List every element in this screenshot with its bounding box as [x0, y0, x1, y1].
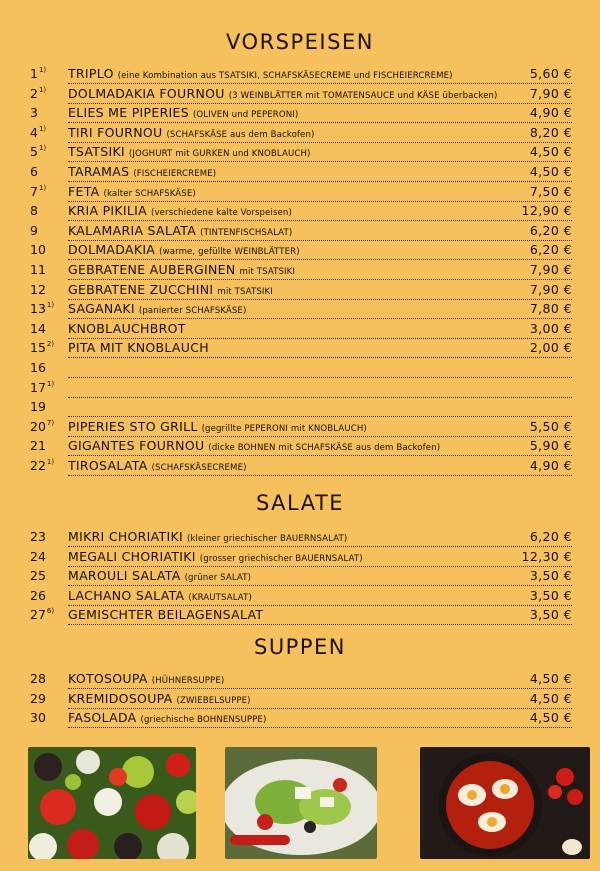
dotted-divider — [68, 416, 572, 417]
item-price: 6,20 € — [529, 242, 572, 258]
item-name: DOLMADAKIA — [68, 242, 156, 258]
item-price: 3,50 € — [529, 607, 572, 623]
dotted-divider — [68, 181, 572, 182]
item-number-value: 17 — [30, 379, 46, 395]
item-name: KREMIDOSOUPA — [68, 690, 173, 706]
item-note: (kleiner griechischer BAUERNSALAT) — [186, 534, 348, 544]
item-note: (FISCHEIERCREME) — [133, 169, 217, 179]
item-description — [68, 203, 292, 218]
item-number — [30, 184, 46, 199]
item-price: 7,90 € — [529, 85, 572, 101]
section-title-suppen: SUPPEN — [253, 635, 346, 659]
menu-item — [0, 86, 600, 105]
allergen-footnote: 1) — [46, 301, 55, 310]
menu-item — [0, 399, 600, 418]
item-price: 6,20 € — [529, 222, 572, 238]
item-number-value: 1 — [30, 66, 38, 81]
item-price: 2,00 € — [529, 340, 572, 356]
item-number — [30, 438, 46, 453]
menu-item — [0, 262, 600, 281]
item-number-value: 19 — [30, 399, 46, 415]
item-note: (eine Kombination aus TSATSIKI, SCHAFSKÄSECREME und FISCHEIERCREME) — [117, 71, 453, 81]
item-note: mit TSATSIKI — [239, 267, 296, 277]
item-price: 4,50 € — [529, 690, 572, 706]
item-price: 5,60 € — [529, 66, 572, 81]
item-number-value: 11 — [30, 262, 46, 277]
menu-item — [0, 691, 600, 710]
item-price: 7,90 € — [529, 262, 572, 277]
item-number — [30, 301, 54, 316]
menu-item — [0, 458, 600, 477]
item-number — [30, 223, 38, 238]
item-name: PIPERIES STO GRILL — [68, 418, 198, 434]
dotted-divider — [68, 585, 572, 586]
item-note: (SCHAFSKÄSE aus dem Backofen) — [166, 129, 315, 140]
dotted-divider — [68, 279, 572, 280]
section-title-salate: SALATE — [255, 491, 345, 515]
item-description — [68, 607, 263, 622]
item-number — [30, 105, 38, 120]
item-price: 4,90 € — [529, 105, 572, 121]
item-number — [30, 86, 46, 101]
item-number-value: 21 — [30, 438, 46, 454]
item-note: (verschiedene kalte Vorspeisen) — [151, 208, 292, 219]
item-price: 7,50 € — [529, 183, 572, 199]
item-name: KALAMARIA SALATA — [68, 222, 197, 238]
item-number — [30, 568, 46, 583]
menu-item — [0, 301, 600, 320]
photo-greek-salad — [28, 747, 196, 859]
menu-item — [0, 360, 600, 379]
item-description — [68, 301, 246, 316]
item-number-value: 30 — [30, 710, 46, 726]
item-number — [30, 360, 46, 375]
item-number — [30, 340, 54, 355]
dotted-divider — [68, 397, 572, 398]
item-number-value: 12 — [30, 281, 46, 297]
item-number — [30, 691, 46, 706]
item-note: (panierter SCHAFSKÄSE) — [138, 306, 247, 317]
item-number — [30, 607, 54, 622]
allergen-footnote: 1) — [46, 379, 55, 388]
item-name: TRIPLO — [68, 66, 114, 81]
item-number-value: 24 — [30, 548, 46, 564]
menu-item — [0, 529, 600, 548]
item-number-value: 20 — [30, 418, 46, 434]
item-number — [30, 399, 46, 414]
dotted-divider — [68, 727, 572, 728]
menu-item — [0, 438, 600, 457]
allergen-footnote: 6) — [46, 607, 55, 616]
dotted-divider — [68, 299, 572, 300]
dotted-divider — [68, 624, 572, 625]
allergen-footnote: 7) — [46, 418, 55, 427]
item-number — [30, 262, 46, 277]
item-number — [30, 125, 46, 140]
item-description — [68, 184, 196, 199]
section-title-vorspeisen: VORSPEISEN — [226, 30, 374, 54]
item-name: PITA MIT KNOBLAUCH — [68, 340, 209, 356]
item-description — [68, 529, 347, 544]
item-note: (TINTENFISCHSALAT) — [200, 227, 293, 238]
item-name: DOLMADAKIA FOURNOU — [68, 85, 225, 101]
item-number-value: 23 — [30, 529, 46, 544]
item-note: (JOGHURT mit GURKEN und KNOBLAUCH) — [128, 149, 311, 160]
dotted-divider — [68, 708, 572, 709]
dotted-divider — [68, 377, 572, 378]
menu-item — [0, 340, 600, 359]
item-name: TIRI FOURNOU — [68, 124, 163, 140]
menu-item — [0, 671, 600, 690]
item-note: (OLIVEN und PEPERONI) — [192, 110, 299, 121]
allergen-footnote: 1) — [38, 85, 47, 94]
item-description — [68, 419, 367, 434]
item-description — [68, 144, 311, 159]
item-price: 12,90 € — [521, 203, 572, 219]
photo-salad-plate — [225, 747, 377, 859]
item-description — [68, 66, 453, 81]
item-number-value: 9 — [30, 222, 38, 238]
item-price: 8,20 € — [529, 124, 572, 140]
item-number — [30, 671, 46, 686]
dotted-divider — [68, 240, 572, 241]
menu-item — [0, 588, 600, 607]
item-number-value: 28 — [30, 671, 46, 686]
menu-item — [0, 568, 600, 587]
dotted-divider — [68, 546, 572, 547]
item-name: MAROULI SALATA — [68, 568, 181, 584]
dotted-divider — [68, 357, 572, 358]
item-number-value: 13 — [30, 301, 46, 317]
menu-item — [0, 203, 600, 222]
dotted-divider — [68, 436, 572, 437]
item-note: (HÜHNERSUPPE) — [151, 676, 225, 686]
item-number — [30, 380, 54, 395]
item-price: 4,50 € — [529, 144, 572, 160]
item-price: 4,50 € — [529, 710, 572, 726]
item-price: 7,90 € — [529, 281, 572, 297]
item-note: (KRAUTSALAT) — [188, 592, 252, 603]
item-number-value: 15 — [30, 340, 46, 356]
item-number-value: 16 — [30, 360, 46, 375]
dotted-divider — [68, 122, 572, 123]
menu-item — [0, 282, 600, 301]
item-number-value: 29 — [30, 690, 46, 706]
item-number-value: 7 — [30, 183, 38, 199]
item-name: SAGANAKI — [68, 301, 135, 317]
menu-item — [0, 144, 600, 163]
dotted-divider — [68, 142, 572, 143]
dotted-divider — [68, 455, 572, 456]
dotted-divider — [68, 259, 572, 260]
item-note: mit TSATSIKI — [217, 286, 273, 297]
item-price: 4,50 € — [529, 164, 572, 179]
item-name: GIGANTES FOURNOU — [68, 438, 205, 454]
item-number — [30, 529, 46, 544]
item-note: (grosser griechischer BAUERNSALAT) — [199, 553, 363, 564]
item-number — [30, 203, 38, 218]
item-price: 3,50 € — [529, 587, 572, 603]
item-description — [68, 691, 251, 706]
dotted-divider — [68, 201, 572, 202]
item-note: (dicke BOHNEN mit SCHAFSKÄSE aus dem Backofen) — [208, 443, 441, 454]
dotted-divider — [68, 83, 572, 84]
item-description — [68, 588, 252, 603]
item-number-value: 27 — [30, 607, 46, 623]
item-description — [68, 710, 266, 725]
item-number-value: 5 — [30, 144, 38, 160]
item-number — [30, 164, 38, 179]
item-number — [30, 321, 46, 336]
item-price: 3,00 € — [529, 320, 572, 336]
item-note: (kalter SCHAFSKÄSE) — [103, 188, 196, 199]
item-number-value: 2 — [30, 85, 38, 101]
menu-item — [0, 223, 600, 242]
menu-item — [0, 419, 600, 438]
allergen-footnote: 2) — [46, 340, 55, 349]
item-price: 12,30 € — [521, 548, 572, 564]
item-number-value: 26 — [30, 587, 46, 603]
item-number — [30, 710, 46, 725]
item-number — [30, 549, 46, 564]
item-name: FETA — [68, 183, 100, 199]
menu-item — [0, 184, 600, 203]
allergen-footnote: 1) — [38, 66, 47, 74]
item-number-value: 25 — [30, 568, 46, 584]
allergen-footnote: 1) — [46, 458, 55, 466]
item-name: TSATSIKI — [68, 144, 125, 160]
item-number — [30, 588, 46, 603]
menu-item — [0, 321, 600, 340]
item-number — [30, 66, 46, 81]
item-description — [68, 568, 251, 583]
item-name: KRIA PIKILIA — [68, 203, 148, 219]
dotted-divider — [68, 475, 572, 476]
menu-item — [0, 125, 600, 144]
item-name: ELIES ME PIPERIES — [68, 105, 189, 121]
item-name: GEBRATENE ZUCCHINI — [68, 281, 214, 297]
menu-item — [0, 66, 600, 85]
item-description — [68, 223, 292, 238]
item-number-value: 14 — [30, 320, 46, 336]
item-name: GEBRATENE AUBERGINEN — [68, 262, 236, 277]
menu-item — [0, 710, 600, 729]
item-name: GEMISCHTER BEILAGENSALAT — [68, 607, 264, 623]
item-description — [68, 105, 298, 120]
item-description — [68, 282, 273, 297]
item-description — [68, 164, 216, 179]
item-number — [30, 458, 54, 473]
menu-item — [0, 549, 600, 568]
item-number — [30, 282, 46, 297]
item-number — [30, 419, 54, 434]
allergen-footnote: 1) — [38, 144, 47, 153]
photo-shakshuka — [420, 747, 590, 859]
item-description — [68, 438, 440, 453]
item-name: KNOBLAUCHBROT — [68, 320, 186, 336]
item-number-value: 22 — [30, 458, 46, 473]
item-note: (grüner SALAT) — [184, 573, 252, 584]
item-description — [68, 671, 224, 686]
dotted-divider — [68, 161, 572, 162]
item-description — [68, 86, 497, 101]
item-price: 7,80 € — [529, 301, 572, 317]
item-price: 3,50 € — [529, 568, 572, 584]
item-description — [68, 549, 363, 564]
dotted-divider — [68, 338, 572, 339]
item-name: TIROSALATA — [68, 458, 148, 473]
allergen-footnote: 1) — [38, 124, 47, 133]
dotted-divider — [68, 688, 572, 689]
item-name: FASOLADA — [68, 710, 137, 726]
menu-item — [0, 242, 600, 261]
item-description — [68, 125, 314, 140]
item-number — [30, 144, 46, 159]
item-name: KOTOSOUPA — [68, 671, 148, 686]
item-number-value: 3 — [30, 105, 38, 121]
item-number-value: 4 — [30, 124, 38, 140]
item-number — [30, 242, 46, 257]
item-price: 4,90 € — [529, 458, 572, 473]
item-name: TARAMAS — [68, 164, 130, 179]
item-note: (griechische BOHNENSUPPE) — [140, 715, 267, 726]
item-note: (ZWIEBELSUPPE) — [176, 695, 251, 706]
item-description — [68, 340, 209, 355]
item-price: 6,20 € — [529, 529, 572, 544]
dotted-divider — [68, 318, 572, 319]
dotted-divider — [68, 566, 572, 567]
item-description — [68, 262, 295, 277]
item-note: (SCHAFSKÄSECREME) — [151, 463, 247, 473]
item-note: (warme, gefüllte WEINBLÄTTER) — [159, 247, 300, 258]
item-name: MIKRI CHORIATIKI — [68, 529, 183, 544]
item-description — [68, 458, 247, 473]
item-price: 4,50 € — [529, 671, 572, 686]
menu-item — [0, 105, 600, 124]
item-note: (3 WEINBLÄTTER mit TOMATENSAUCE und KÄSE überbacken) — [228, 90, 498, 101]
item-number-value: 10 — [30, 242, 46, 258]
item-note: (gegrillte PEPERONI mit KNOBLAUCH) — [201, 423, 367, 434]
item-name: LACHANO SALATA — [68, 587, 185, 603]
item-name: MEGALI CHORIATIKI — [68, 548, 196, 564]
item-number-value: 6 — [30, 164, 38, 179]
allergen-footnote: 1) — [38, 183, 47, 192]
menu-item — [0, 607, 600, 626]
item-price: 5,90 € — [529, 438, 572, 454]
item-number-value: 8 — [30, 203, 38, 219]
item-price: 5,50 € — [529, 418, 572, 434]
item-description — [68, 321, 186, 336]
dotted-divider — [68, 220, 572, 221]
menu-item — [0, 380, 600, 399]
dotted-divider — [68, 605, 572, 606]
dotted-divider — [68, 103, 572, 104]
menu-item — [0, 164, 600, 183]
item-description — [68, 242, 300, 257]
